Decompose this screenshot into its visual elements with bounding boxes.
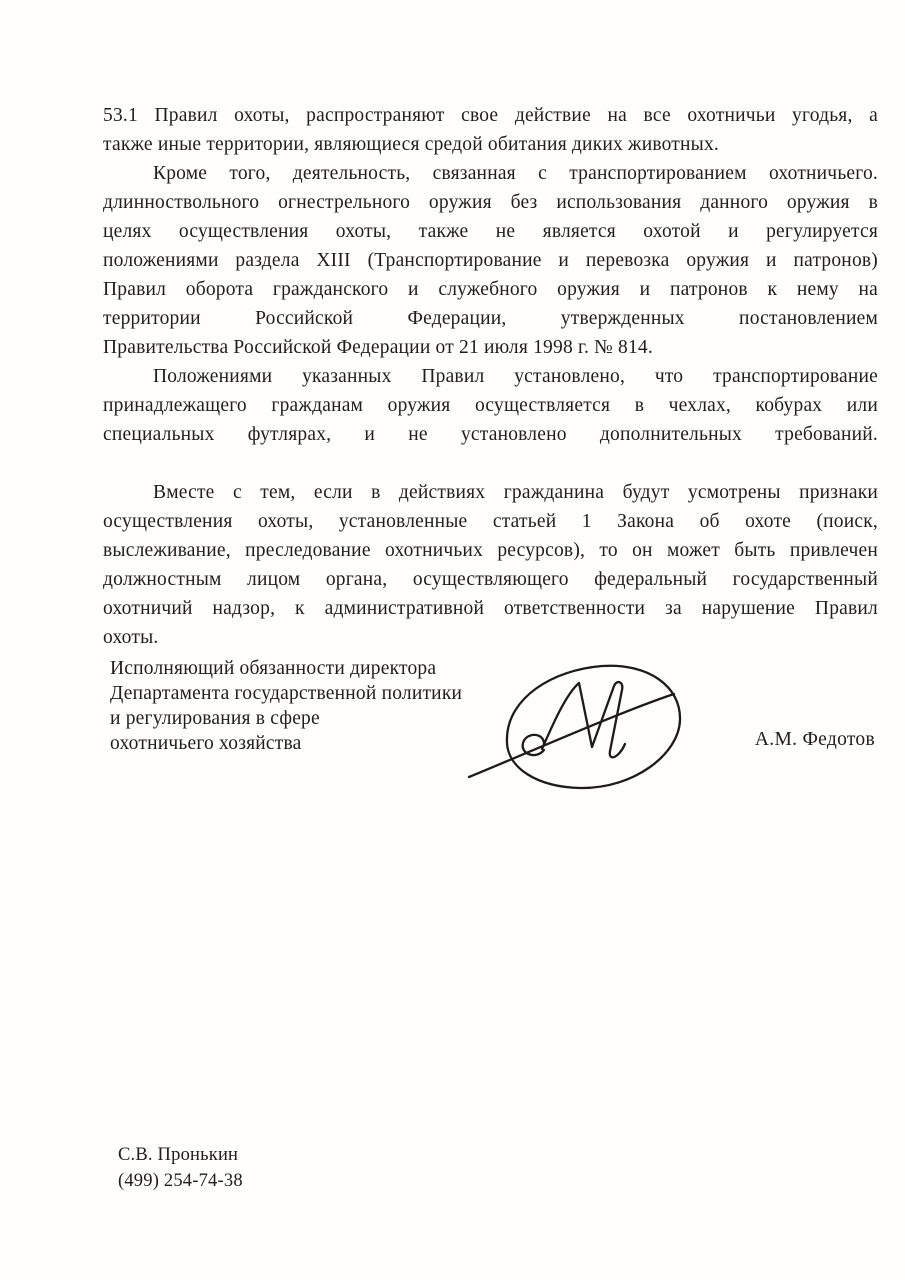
text-line: положениями раздела XIII (Транспортирование и перевозка оружия и патронов) <box>103 250 878 271</box>
text-line: и регулирования в сфере <box>110 708 320 729</box>
signatory-title-block <box>110 656 462 756</box>
text-line: принадлежащего гражданам оружия осуществляется в чехлах, кобурах или <box>103 395 878 416</box>
executor-phone: (499) 254-74-38 <box>118 1171 243 1191</box>
text-line: специальных футлярах, и не установлено дополнительных требований. <box>103 424 878 445</box>
paragraph <box>103 159 878 362</box>
text-line: Положениями указанных Правил установлено, что транспортирование <box>153 366 878 387</box>
text-line: Кроме того, деятельность, связанная с транспортированием охотничьего. <box>153 163 878 184</box>
executor-name: С.В. Пронькин <box>118 1145 239 1165</box>
text-line: осуществления охоты, установленные статьей 1 Закона об охоте (поиск, <box>103 511 878 532</box>
text-line: целях осуществления охоты, также не является охотой и регулируется <box>103 221 878 242</box>
paragraph <box>103 362 878 478</box>
text-line: охотничьего хозяйства <box>110 733 302 754</box>
text-line: охоты. <box>103 627 159 648</box>
paragraph <box>103 101 878 159</box>
text-line: территории Российской Федерации, утвержденных постановлением <box>103 308 878 329</box>
text-line: должностным лицом органа, осуществляющего федеральный государственный <box>103 569 878 590</box>
text-line: Правительства Российской Федерации от 21 июля 1998 г. № 814. <box>103 337 653 358</box>
paragraph <box>103 478 878 652</box>
executor-contact-block <box>118 1142 243 1194</box>
document-body <box>103 101 878 652</box>
text-line: выслеживание, преследование охотничьих ресурсов), то он может быть привлечен <box>103 540 878 561</box>
text-line: Департамента государственной политики <box>110 683 463 704</box>
text-line <box>103 449 878 478</box>
text-line: Исполняющий обязанности директора <box>110 658 437 679</box>
text-line: также иные территории, являющиеся средой обитания диких животных. <box>103 134 719 155</box>
text-line: охотничий надзор, к административной ответственности за нарушение Правил <box>103 598 878 619</box>
handwritten-signature-icon <box>460 650 700 800</box>
text-line: Вместе с тем, если в действиях гражданина будут усмотрены признаки <box>153 482 878 503</box>
signer-name: А.М. Федотов <box>754 729 875 750</box>
text-line: Правил оборота гражданского и служебного оружия и патронов к нему на <box>103 279 878 300</box>
text-line: длинноствольного огнестрельного оружия без использования данного оружия в <box>103 192 878 213</box>
text-line: 53.1 Правил охоты, распространяют свое действие на все охотничьи угодья, а <box>103 105 878 126</box>
